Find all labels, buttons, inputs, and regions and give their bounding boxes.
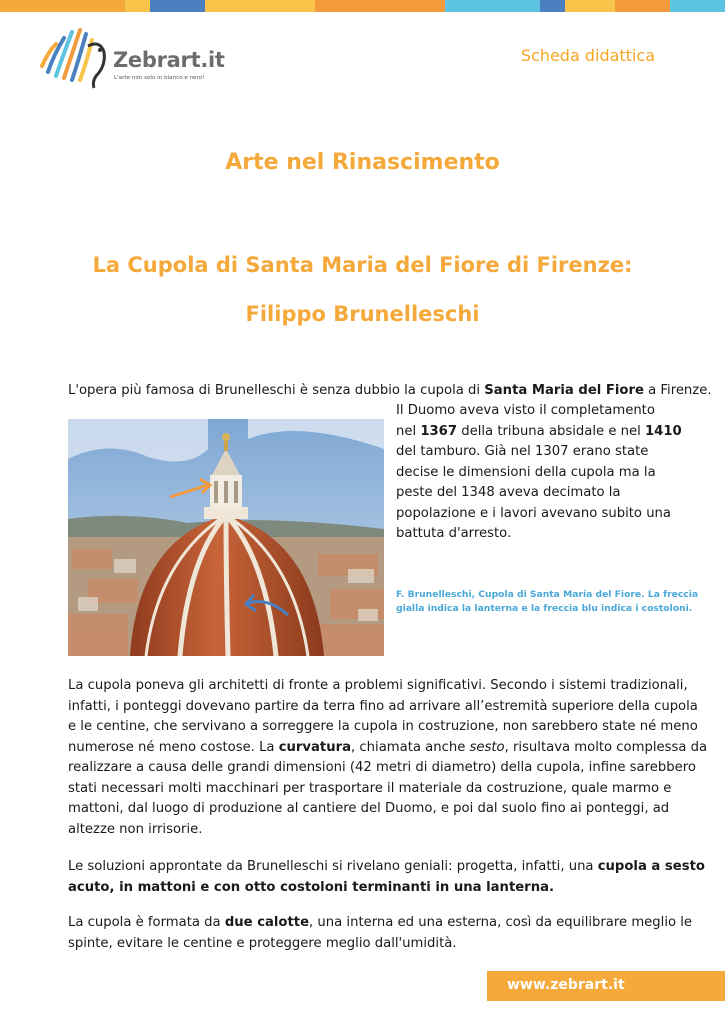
topbar-segment [315, 0, 445, 12]
text-line: mattoni, dal luogo di produzione al cantiere del Duomo, e poi dal suolo fino ai ponteggi, ad [68, 801, 670, 816]
intro-paragraph [68, 381, 712, 402]
topbar-segment [205, 0, 315, 12]
text-line: numerose né meno costose. La curvatura, chiamata anche sesto, risultava molto complessa da [68, 739, 708, 755]
logo-tagline: L'arte non solo in bianco e nero! [114, 75, 205, 81]
side-line: del tamburo. Già nel 1307 erano state [396, 444, 649, 459]
side-paragraph [396, 401, 682, 545]
side-line: Il Duomo aveva visto il completamento [396, 403, 655, 418]
photo-caption [396, 588, 699, 616]
topbar-segment [670, 0, 725, 12]
topbar-segment [0, 0, 125, 12]
text-line: Le soluzioni approntate da Brunelleschi si rivelano geniali: progetta, infatti, una cupola a sesto [68, 859, 705, 874]
topbar-segment [150, 0, 205, 12]
body-paragraph-3 [68, 913, 693, 954]
intro-text-end: a Firenze. [643, 383, 712, 398]
footer-bar [487, 971, 725, 1001]
text-line: e le centine, che servivano a sorreggere la cupola in costruzione, non sarebbero state né meno [68, 719, 698, 734]
text-line: La cupola è formata da due calotte, una interna ed una esterna, così da equilibrare meglio le [68, 915, 693, 930]
intro-text: L'opera più famosa di Brunelleschi è senza dubbio la cupola di [68, 383, 485, 398]
text-line: altezze non irrisorie. [68, 821, 203, 837]
side-line: decise le dimensioni della cupola ma la [396, 464, 656, 480]
logo-text: Zebrart.it [113, 48, 225, 72]
text-line: La cupola poneva gli architetti di fronte a problemi significativi. Secondo i sistemi tradizionali, [68, 678, 688, 693]
zebra-brush-icon [36, 22, 111, 92]
side-line: nel 1367 della tribuna absidale e nel 1410 [396, 423, 682, 439]
top-color-bar [0, 0, 725, 12]
document-type-label: Scheda didattica [520, 46, 655, 65]
main-title-line-2: Filippo Brunelleschi [245, 302, 480, 326]
side-line: peste del 1348 aveva decimato la [396, 485, 621, 500]
caption-line: gialla indica la lanterna e la freccia blu indica i costoloni. [396, 603, 693, 614]
topbar-segment [615, 0, 670, 12]
section-title: Arte nel Rinascimento [225, 150, 500, 175]
text-line: infatti, i ponteggi dovevano partire da terra fino ad arrivare all’estremità superiore della cupola [68, 698, 698, 714]
topbar-segment [565, 0, 615, 12]
side-line: battuta d'arresto. [396, 526, 512, 541]
text-line: stati necessari molti macchinari per trasportare il materiale da costruzione, quale marmo e [68, 780, 672, 796]
topbar-segment [125, 0, 150, 12]
side-line: popolazione e i lavori avevano subito una [396, 505, 671, 521]
footer-url-link[interactable]: www.zebrart.it [507, 977, 625, 993]
body-paragraph-2 [68, 857, 705, 898]
text-line: realizzare a causa delle grandi dimensioni (42 metri di diametro) della cupola, infine sarebbero [68, 760, 696, 775]
topbar-segment [540, 0, 565, 12]
text-line: spinte, evitare le centine e proteggere meglio dall'umidità. [68, 935, 457, 951]
topbar-segment [445, 0, 540, 12]
caption-line: F. Brunelleschi, Cupola di Santa Maria del Fiore. La freccia [396, 589, 699, 600]
intro-bold: Santa Maria del Fiore [484, 383, 644, 398]
text-line: acuto, in mattoni e con otto costoloni terminanti in una lanterna. [68, 879, 554, 895]
main-title-line-1: La Cupola di Santa Maria del Fiore di Firenze: [92, 253, 633, 277]
body-paragraph-1 [68, 676, 708, 840]
dome-photo [68, 419, 384, 656]
zebrart-logo[interactable] [36, 22, 225, 92]
